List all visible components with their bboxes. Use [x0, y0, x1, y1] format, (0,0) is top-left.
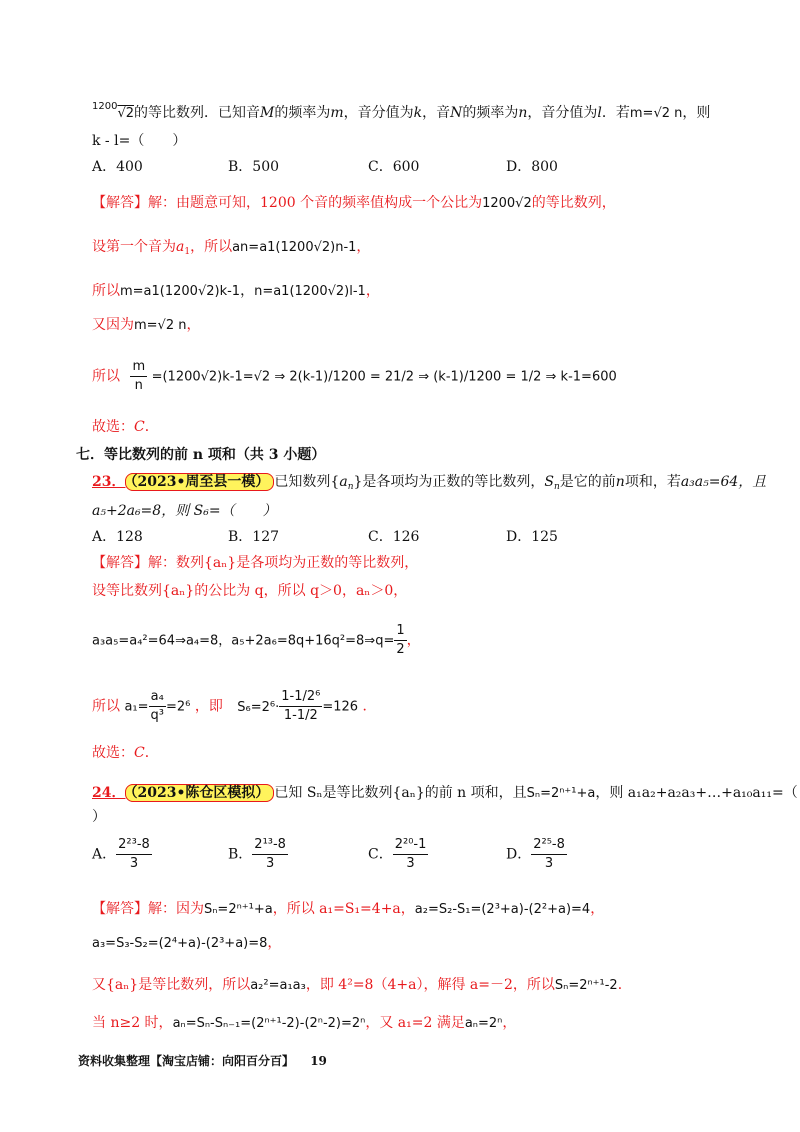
q22-option-a: A．400 [92, 159, 143, 175]
q23-answer-line2: 设等比数列{aₙ}的公比为 q，所以 q＞0，aₙ＞0， [92, 583, 408, 599]
q22-answer-line2: 设第一个音为$a_1$，所以an=a1(1200√2)n-1， [92, 239, 371, 257]
q23-stem-line2: a₅+2a₆=8，则 S₆=（ ） [92, 503, 277, 519]
q24-source-badge: （2023•陈仓区模拟） [125, 784, 274, 802]
section-title: 七．等比数列的前 n 项和（共 3 小题） [76, 447, 326, 463]
q23-answer-line3: a₃a₅=a₄²=64⇒a₄=8，a₅+2a₆=8q+16q²=8⇒q= $\frac{1}{2}$ ， [92, 623, 421, 657]
page-number: 19 [310, 1054, 327, 1068]
q22-answer-line4: 又因为m=√2 n， [92, 317, 201, 333]
q22-answer-line5: 所以 $\frac{m}{n}$ =(1200√2)k-1=√2 ⇒ 2(k-1)/1200 = 21/2 ⇒ (k-1)/1200 = 1/2 ⇒ k-1=600 [92, 359, 617, 393]
q23-answer-line5: 故选：C． [92, 745, 159, 761]
q23-source-badge: （2023•周至县一模） [125, 473, 274, 491]
q24-answer-line2: a₃=S₃-S₂=(2⁴+a)-(2³+a)=8， [92, 935, 282, 951]
q24-answer-line1: 【解答】解：因为Sₙ=2ⁿ⁺¹+a，所以 a₁=S₁=4+a，a₂=S₂-S₁=(2³+a)-(2²+a)=4， [92, 901, 605, 917]
q24-answer-line3: 又{aₙ}是等比数列，所以a₂²=a₁a₃，即 4²=8（4+a），解得 a=－2，所以Sₙ=2ⁿ⁺¹-2． [92, 977, 632, 993]
q22-answer-line3: 所以m=a1(1200√2)k-1，n=a1(1200√2)l-1， [92, 283, 380, 299]
q24-option-d: D． $\frac{\text{2²⁵-8}}{3}$ [506, 837, 565, 871]
footer-text: 资料收集整理【淘宝店铺：向阳百分百】 [78, 1054, 295, 1068]
q23-option-a: A．128 [92, 529, 143, 545]
q23-option-b: B．127 [228, 529, 280, 545]
q23-answer-line1: 【解答】解：数列{aₙ}是各项均为正数的等比数列， [92, 555, 419, 571]
q24-stem-line1: 24． （2023•陈仓区模拟） 已知 Sₙ是等比数列{aₙ}的前 n 项和，且Sₙ=2ⁿ⁺¹+a，则 a₁a₂+a₂a₃+…+a₁₀a₁₁=（ [92, 785, 798, 801]
q22-stem-line1: $^{1200}$√2的等比数列．已知音M的频率为m，音分值为k，音N的频率为n，音分值为l．若m=√2 n，则 [92, 101, 711, 121]
q22-stem-line2: k - l=（ ） [92, 133, 187, 149]
q22-option-c: C．600 [368, 159, 420, 175]
q24-option-c: C． $\frac{\text{2²⁰-1}}{3}$ [368, 837, 427, 871]
q23-stem-line1: 23． （2023•周至县一模） 已知数列$\{a_n\}$是各项均为正数的等比数列，$S_n$是它的前n项和，若a₃a₅=64，且 [92, 474, 767, 492]
q24-number: 24． [92, 785, 126, 801]
q24-option-a: A． $\frac{\text{2²³-8}}{3}$ [92, 837, 150, 871]
q23-option-d: D．125 [506, 529, 558, 545]
page-footer [78, 1052, 327, 1069]
q22-option-d: D．800 [506, 159, 558, 175]
q23-option-c: C．126 [368, 529, 420, 545]
q23-answer-line4: 所以 a₁= $\frac{\text{a₄}}{\text{q³}}$ =2⁶ ，即 S₆=2⁶· $\frac{\text{1-1/2⁶}}{1-1/2}$ =126 ． [92, 689, 377, 723]
q24-answer-line4: 当 n≥2 时，aₙ=Sₙ-Sₙ₋₁=(2ⁿ⁺¹-2)-(2ⁿ-2)=2ⁿ，又 a₁=2 满足aₙ=2ⁿ， [92, 1015, 517, 1031]
q22-option-b: B．500 [228, 159, 280, 175]
q22-answer-line1: 【解答】解：由题意可知，1200 个音的频率值构成一个公比为1200√2的等比数列， [92, 195, 616, 211]
q23-number: 23． [92, 474, 126, 490]
q24-option-b: B． $\frac{\text{2¹³-8}}{3}$ [228, 837, 286, 871]
q22-answer-line6: 故选：C． [92, 419, 159, 435]
q24-stem-line2: ） [92, 809, 106, 825]
